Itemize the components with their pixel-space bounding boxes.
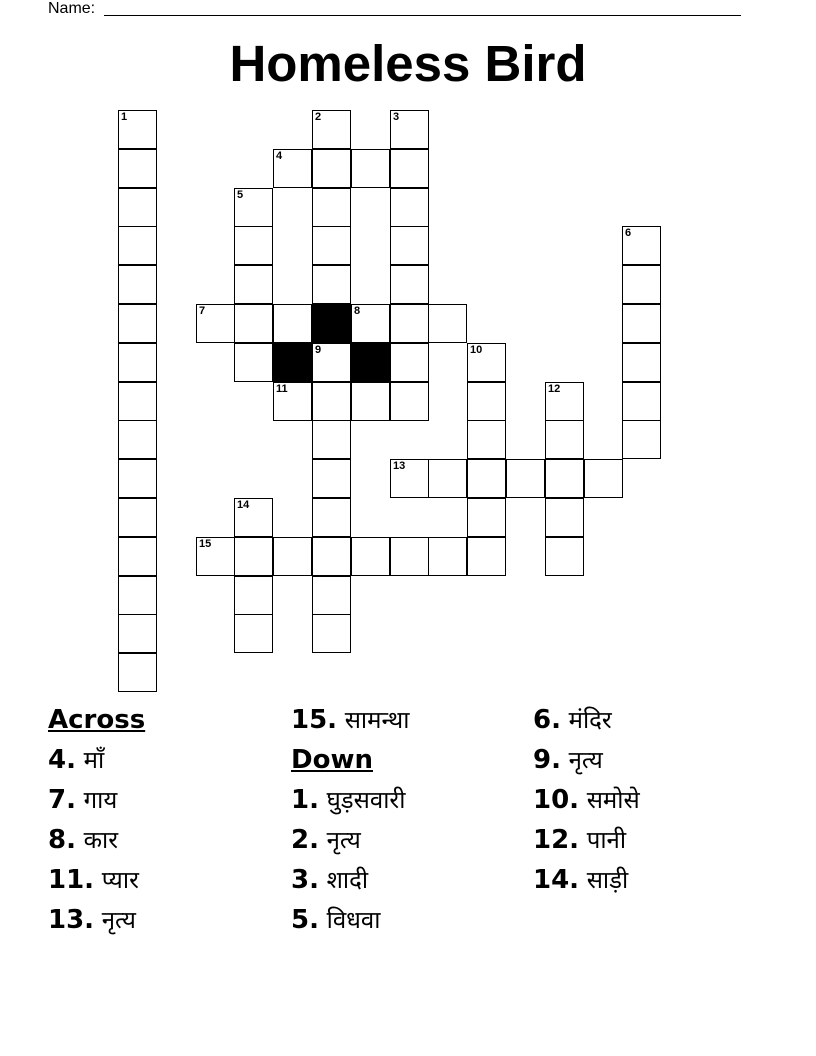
grid-cell[interactable]: [118, 188, 157, 227]
grid-cell[interactable]: [545, 420, 584, 459]
grid-cell[interactable]: [234, 498, 273, 537]
clue-across-7: 7. गाय: [48, 785, 118, 815]
grid-cell[interactable]: [428, 459, 467, 498]
grid-cell[interactable]: [118, 420, 157, 459]
grid-cell[interactable]: [234, 537, 273, 576]
clues-column-1: [48, 700, 145, 940]
grid-cell[interactable]: [234, 265, 273, 304]
grid-cell[interactable]: [545, 459, 584, 498]
grid-cell[interactable]: [506, 459, 545, 498]
grid-cell[interactable]: [622, 304, 661, 343]
cell-number: 12: [548, 383, 561, 395]
grid-cell[interactable]: [118, 265, 157, 304]
grid-cell[interactable]: [312, 265, 351, 304]
grid-cell[interactable]: [118, 110, 157, 149]
grid-cell[interactable]: [312, 188, 351, 227]
clues-column-3: [533, 700, 640, 900]
clue-down-2: 2. नृत्य: [291, 825, 361, 855]
grid-cell[interactable]: [467, 382, 506, 421]
grid-cell[interactable]: [196, 537, 235, 576]
grid-cell[interactable]: [545, 537, 584, 576]
cell-number: 3: [393, 111, 400, 123]
down-heading: Down: [291, 745, 373, 775]
clue-down-14: 14. साड़ी: [533, 865, 629, 895]
name-label: Name:: [48, 0, 96, 17]
clue-down-5: 5. विधवा: [291, 905, 381, 935]
grid-cell[interactable]: [118, 226, 157, 265]
grid-cell[interactable]: [118, 459, 157, 498]
grid-cell[interactable]: [118, 614, 157, 653]
grid-cell[interactable]: [234, 188, 273, 227]
cell-number: 5: [237, 189, 244, 201]
grid-cell[interactable]: [273, 382, 312, 421]
grid-cell[interactable]: [273, 304, 312, 343]
cell-number: 4: [276, 150, 283, 162]
clue-down-1: 1. घुड़सवारी: [291, 785, 406, 815]
name-underline[interactable]: [104, 15, 741, 16]
grid-cell[interactable]: [545, 382, 584, 421]
clue-across-4: 4. माँ: [48, 745, 105, 775]
grid-cell[interactable]: [196, 304, 235, 343]
cell-number: 1: [121, 111, 128, 123]
grid-cell[interactable]: [467, 498, 506, 537]
grid-cell[interactable]: [312, 343, 351, 382]
grid-cell[interactable]: [545, 498, 584, 537]
grid-cell[interactable]: [622, 265, 661, 304]
grid-cell[interactable]: [351, 382, 390, 421]
grid-cell[interactable]: [312, 149, 351, 188]
grid-cell[interactable]: [351, 304, 390, 343]
cell-number: 7: [199, 305, 206, 317]
clue-across-8: 8. कार: [48, 825, 119, 855]
cell-number: 9: [315, 344, 322, 356]
clue-down-12: 12. पानी: [533, 825, 627, 855]
grid-cell[interactable]: [118, 343, 157, 382]
cell-number: 13: [393, 460, 406, 472]
grid-cell[interactable]: [273, 149, 312, 188]
grid-cell[interactable]: [118, 537, 157, 576]
grid-cell[interactable]: [312, 226, 351, 265]
clue-across-15: 15. सामन्था: [291, 705, 410, 735]
grid-cell[interactable]: [312, 110, 351, 149]
clue-across-11: 11. प्यार: [48, 865, 139, 895]
cell-number: 11: [276, 383, 288, 395]
grid-cell[interactable]: [118, 304, 157, 343]
grid-cell[interactable]: [312, 382, 351, 421]
grid-cell[interactable]: [390, 149, 429, 188]
grid-cell[interactable]: [312, 614, 351, 653]
grid-cell[interactable]: [390, 459, 429, 498]
grid-cell[interactable]: [622, 343, 661, 382]
cell-number: 8: [354, 305, 361, 317]
grid-cell[interactable]: [273, 537, 312, 576]
cell-number: 15: [199, 538, 212, 550]
grid-cell[interactable]: [118, 576, 157, 615]
clues-column-2: [291, 700, 409, 940]
grid-cell[interactable]: [234, 343, 273, 382]
clue-down-6: 6. मंदिर: [533, 705, 612, 735]
cell-number: 6: [625, 227, 632, 239]
grid-cell[interactable]: [312, 420, 351, 459]
grid-block-cell: [351, 343, 390, 382]
cell-number: 2: [315, 111, 322, 123]
grid-cell[interactable]: [622, 226, 661, 265]
grid-cell[interactable]: [312, 537, 351, 576]
grid-cell[interactable]: [118, 498, 157, 537]
grid-cell[interactable]: [312, 459, 351, 498]
grid-block-cell: [312, 304, 351, 343]
grid-cell[interactable]: [390, 110, 429, 149]
grid-cell[interactable]: [351, 149, 390, 188]
grid-cell[interactable]: [234, 576, 273, 615]
grid-cell[interactable]: [351, 537, 390, 576]
grid-cell[interactable]: [584, 459, 623, 498]
grid-cell[interactable]: [467, 343, 506, 382]
grid-cell[interactable]: [312, 498, 351, 537]
grid-cell[interactable]: [467, 537, 506, 576]
clue-down-9: 9. नृत्य: [533, 745, 603, 775]
grid-cell[interactable]: [312, 576, 351, 615]
grid-cell[interactable]: [428, 537, 467, 576]
grid-cell[interactable]: [622, 420, 661, 459]
grid-cell[interactable]: [234, 304, 273, 343]
grid-cell[interactable]: [118, 653, 157, 692]
page-title: Homeless Bird: [229, 35, 587, 92]
grid-cell[interactable]: [467, 420, 506, 459]
grid-cell[interactable]: [390, 265, 429, 304]
grid-cell[interactable]: [118, 382, 157, 421]
cell-number: 10: [470, 344, 483, 356]
grid-cell[interactable]: [622, 382, 661, 421]
grid-cell[interactable]: [390, 382, 429, 421]
grid-cell[interactable]: [390, 343, 429, 382]
grid-cell[interactable]: [390, 188, 429, 227]
clue-down-3: 3. शादी: [291, 865, 369, 895]
clue-down-10: 10. समोसे: [533, 785, 640, 815]
grid-cell[interactable]: [390, 226, 429, 265]
grid-cell[interactable]: [234, 614, 273, 653]
grid-cell[interactable]: [390, 537, 429, 576]
grid-cell[interactable]: [390, 304, 429, 343]
grid-cell[interactable]: [428, 304, 467, 343]
across-heading: Across: [48, 705, 146, 735]
clue-across-13: 13. नृत्य: [48, 905, 136, 935]
grid-cell[interactable]: [118, 149, 157, 188]
cell-number: 14: [237, 499, 250, 511]
grid-cell[interactable]: [467, 459, 506, 498]
grid-block-cell: [273, 343, 312, 382]
grid-cell[interactable]: [234, 226, 273, 265]
